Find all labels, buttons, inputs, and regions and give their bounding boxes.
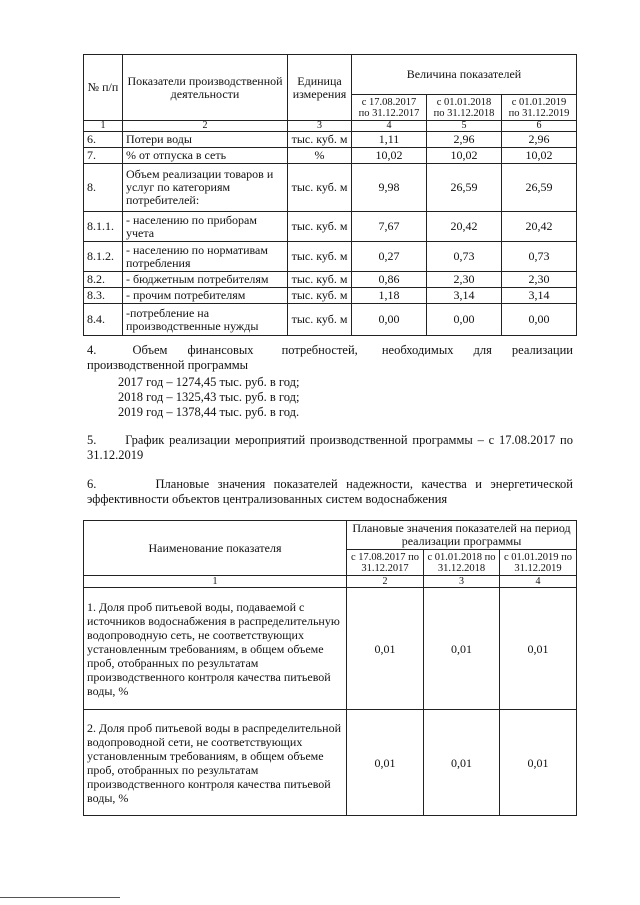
budget-2017: 2017 год – 1274,45 тыс. руб. в год; <box>118 375 300 389</box>
row-unit: тыс. куб. м <box>288 212 352 242</box>
row-value-2018: 3,14 <box>427 288 502 304</box>
row-value-2017: 1,18 <box>352 288 427 304</box>
section-5-text: 5. График реализации мероприятий производственной программы – с 17.08.2017 по 31.12.2019 <box>87 433 573 462</box>
indicator-name: 1. Доля проб питьевой воды, подаваемой с источников водоснабжения в распределительную водопроводную сеть, не соответствующих установленным требованиям, в общем объеме проб, отобранных по результатам производственного контроля качества питьевой воды, % <box>84 588 347 710</box>
col-header-indicator: Показатели производственной деятельности <box>123 55 288 121</box>
section-6-text: 6. Плановые значения показателей надежности, качества и энергетической эффективности объектов централизованных систем водоснабжения <box>87 477 573 506</box>
footer-rule <box>0 897 120 898</box>
col-header-number: № п/п <box>84 55 123 121</box>
row-name: - бюджетным потребителям <box>123 272 288 288</box>
indicator-value-2018: 0,01 <box>424 710 500 816</box>
row-value-2019: 20,42 <box>502 212 577 242</box>
table-row <box>84 132 577 148</box>
row-name: - населению по нормативам потребления <box>123 242 288 272</box>
row-value-2018: 26,59 <box>427 164 502 212</box>
row-value-2018: 0,00 <box>427 304 502 336</box>
row-unit: тыс. куб. м <box>288 132 352 148</box>
row-number: 7. <box>84 148 123 164</box>
row-name: Потери воды <box>123 132 288 148</box>
period-2019: с 01.01.2019 по 31.12.2019 <box>500 550 577 576</box>
col-header-name: Наименование показателя <box>84 521 347 576</box>
table-row <box>84 212 577 242</box>
row-value-2019: 2,96 <box>502 132 577 148</box>
row-value-2017: 0,00 <box>352 304 427 336</box>
indicator-value-2018: 0,01 <box>424 588 500 710</box>
row-value-2017: 9,98 <box>352 164 427 212</box>
row-value-2019: 0,00 <box>502 304 577 336</box>
row-value-2019: 2,30 <box>502 272 577 288</box>
row-number: 6. <box>84 132 123 148</box>
col-number: 1 <box>84 576 347 588</box>
row-number: 8.1.1. <box>84 212 123 242</box>
budget-2018: 2018 год – 1325,43 тыс. руб. в год; <box>118 390 300 404</box>
row-unit: тыс. куб. м <box>288 304 352 336</box>
row-value-2017: 10,02 <box>352 148 427 164</box>
row-value-2018: 2,30 <box>427 272 502 288</box>
row-name: - прочим потребителям <box>123 288 288 304</box>
budget-2019: 2019 год – 1378,44 тыс. руб. в год. <box>118 405 300 419</box>
production-indicators-table <box>83 54 577 336</box>
indicator-value-2017: 0,01 <box>347 710 424 816</box>
period-2017: с 17.08.2017 по 31.12.2017 <box>352 95 427 121</box>
period-2018: с 01.01.2018 по 31.12.2018 <box>424 550 500 576</box>
row-value-2019: 0,73 <box>502 242 577 272</box>
col-number: 1 <box>84 121 123 132</box>
period-2018: с 01.01.2018 по 31.12.2018 <box>427 95 502 121</box>
row-name: % от отпуска в сеть <box>123 148 288 164</box>
col-number: 4 <box>500 576 577 588</box>
row-number: 8.1.2. <box>84 242 123 272</box>
period-2019: с 01.01.2019 по 31.12.2019 <box>502 95 577 121</box>
table-row <box>84 242 577 272</box>
table-row <box>84 164 577 212</box>
col-number: 3 <box>288 121 352 132</box>
indicator-value-2017: 0,01 <box>347 588 424 710</box>
row-number: 8.4. <box>84 304 123 336</box>
row-name: -потребление на производственные нужды <box>123 304 288 336</box>
row-unit: тыс. куб. м <box>288 164 352 212</box>
reliability-indicators-table <box>83 520 577 816</box>
table-row <box>84 148 577 164</box>
row-number: 8.3. <box>84 288 123 304</box>
table-row <box>84 588 577 710</box>
row-unit: тыс. куб. м <box>288 288 352 304</box>
period-2017: с 17.08.2017 по 31.12.2017 <box>347 550 424 576</box>
col-header-planned-values: Плановые значения показателей на период реализации программы <box>347 521 577 550</box>
row-name: Объем реализации товаров и услуг по категориям потребителей: <box>123 164 288 212</box>
row-value-2019: 3,14 <box>502 288 577 304</box>
row-value-2017: 0,27 <box>352 242 427 272</box>
row-name: - населению по приборам учета <box>123 212 288 242</box>
row-number: 8. <box>84 164 123 212</box>
table-row <box>84 304 577 336</box>
col-header-unit: Единица измерения <box>288 55 352 121</box>
col-number: 3 <box>424 576 500 588</box>
row-value-2018: 2,96 <box>427 132 502 148</box>
col-number: 6 <box>502 121 577 132</box>
row-value-2017: 1,11 <box>352 132 427 148</box>
table-row <box>84 710 577 816</box>
indicator-name: 2. Доля проб питьевой воды в распределительной водопроводной сети, не соответствующих установленным требованиям, в общем объеме проб, отобранных по результатам производственного контроля качества питьевой воды, % <box>84 710 347 816</box>
table-row <box>84 272 577 288</box>
col-number: 5 <box>427 121 502 132</box>
col-number: 2 <box>347 576 424 588</box>
row-value-2017: 7,67 <box>352 212 427 242</box>
row-unit: тыс. куб. м <box>288 272 352 288</box>
indicator-value-2019: 0,01 <box>500 588 577 710</box>
row-value-2018: 20,42 <box>427 212 502 242</box>
col-number: 2 <box>123 121 288 132</box>
row-unit: тыс. куб. м <box>288 242 352 272</box>
row-value-2019: 10,02 <box>502 148 577 164</box>
row-value-2018: 10,02 <box>427 148 502 164</box>
row-unit: % <box>288 148 352 164</box>
col-number: 4 <box>352 121 427 132</box>
row-value-2019: 26,59 <box>502 164 577 212</box>
row-value-2018: 0,73 <box>427 242 502 272</box>
table-row <box>84 288 577 304</box>
indicator-value-2019: 0,01 <box>500 710 577 816</box>
section-4-text: 4. Объем финансовых потребностей, необходимых для реализации производственной программы <box>87 343 573 372</box>
row-number: 8.2. <box>84 272 123 288</box>
row-value-2017: 0,86 <box>352 272 427 288</box>
col-header-values: Величина показателей <box>352 55 577 95</box>
